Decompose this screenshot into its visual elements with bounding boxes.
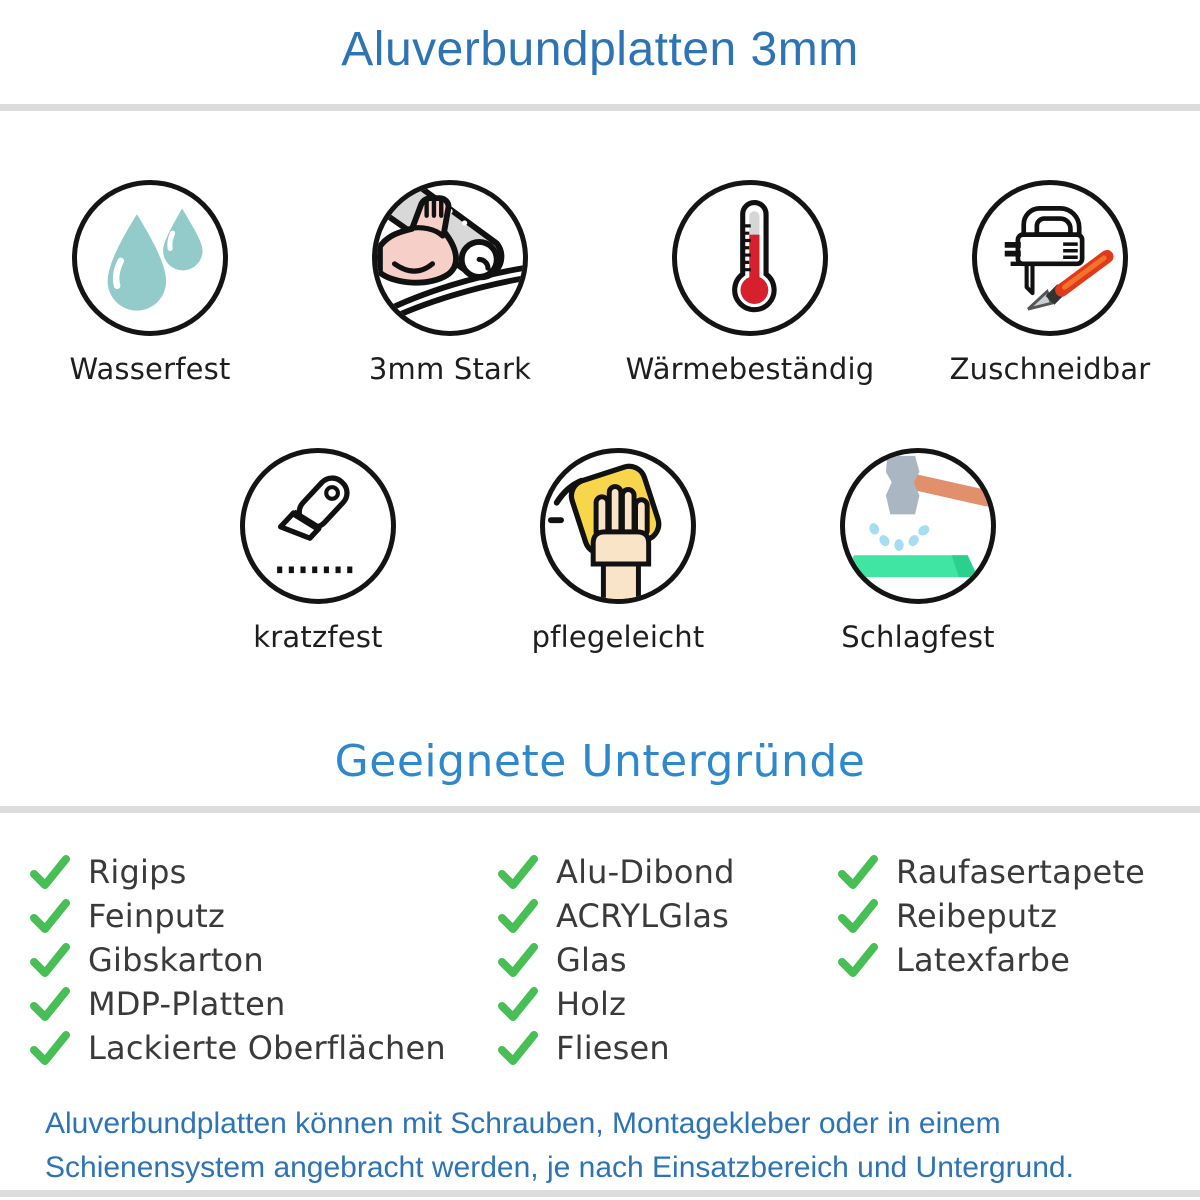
feature-schlagfest bbox=[768, 448, 1068, 654]
substrate-label: Feinputz bbox=[88, 897, 226, 935]
mounting-note bbox=[45, 1102, 1170, 1190]
substrate-label: Fliesen bbox=[556, 1029, 670, 1067]
feature-waermebestaendig bbox=[600, 180, 900, 386]
muscle-arm-panel-icon bbox=[372, 180, 528, 336]
section-divider bbox=[0, 806, 1200, 813]
checkmark-icon bbox=[30, 943, 70, 977]
substrate-label: Holz bbox=[556, 985, 627, 1023]
checkmark-icon bbox=[30, 987, 70, 1021]
water-drops-icon bbox=[72, 180, 228, 336]
list-item bbox=[30, 938, 498, 982]
checkmark-icon bbox=[498, 943, 538, 977]
substrate-label: Raufasertapete bbox=[896, 853, 1146, 891]
feature-label: Schlagfest bbox=[841, 620, 995, 654]
hammer-impact-icon bbox=[840, 448, 996, 604]
thermometer-icon bbox=[672, 180, 828, 336]
mounting-note-line2: Schienensystem angebracht werden, je nach Einsatzbereich und Untergrund. bbox=[45, 1151, 1074, 1184]
substrate-label: Alu-Dibond bbox=[556, 853, 735, 891]
checkmark-icon bbox=[838, 943, 878, 977]
list-item bbox=[498, 938, 838, 982]
jigsaw-cutter-icon bbox=[972, 180, 1128, 336]
checkmark-icon bbox=[498, 987, 538, 1021]
feature-wasserfest bbox=[0, 180, 300, 386]
feature-label: Zuschneidbar bbox=[949, 352, 1151, 386]
substrate-label: Lackierte Oberflächen bbox=[88, 1029, 446, 1067]
list-item bbox=[498, 1026, 838, 1070]
substrate-label: Glas bbox=[556, 941, 627, 979]
list-item bbox=[30, 1026, 498, 1070]
list-item bbox=[498, 894, 838, 938]
utility-knife-icon bbox=[240, 448, 396, 604]
section-divider bbox=[0, 104, 1200, 111]
feature-label: kratzfest bbox=[253, 620, 383, 654]
list-item bbox=[498, 850, 838, 894]
substrates-list bbox=[30, 850, 1200, 1070]
list-item bbox=[838, 850, 1200, 894]
substrates-column-3 bbox=[838, 850, 1200, 982]
checkmark-icon bbox=[30, 855, 70, 889]
substrate-label: ACRYLGlas bbox=[556, 897, 730, 935]
feature-3mm-stark bbox=[300, 180, 600, 386]
checkmark-icon bbox=[498, 899, 538, 933]
substrate-label: MDP-Platten bbox=[88, 985, 286, 1023]
feature-pflegeleicht bbox=[468, 448, 768, 654]
list-item bbox=[30, 982, 498, 1026]
checkmark-icon bbox=[838, 855, 878, 889]
feature-kratzfest bbox=[168, 448, 468, 654]
section-title-untergruende: Geeignete Untergründe bbox=[334, 736, 866, 787]
page-title: Aluverbundplatten 3mm bbox=[341, 23, 859, 76]
substrate-label: Reibeputz bbox=[896, 897, 1058, 935]
list-item bbox=[838, 938, 1200, 982]
checkmark-icon bbox=[498, 855, 538, 889]
list-item bbox=[30, 894, 498, 938]
mounting-note-line1: Aluverbundplatten können mit Schrauben, Montagekleber oder in einem bbox=[45, 1107, 1001, 1140]
list-item bbox=[498, 982, 838, 1026]
feature-label: Wasserfest bbox=[69, 352, 231, 386]
checkmark-icon bbox=[30, 899, 70, 933]
feature-zuschneidbar bbox=[900, 180, 1200, 386]
substrates-column-1 bbox=[30, 850, 498, 1070]
feature-label: 3mm Stark bbox=[368, 352, 532, 386]
list-item bbox=[838, 894, 1200, 938]
substrate-label: Gibskarton bbox=[88, 941, 264, 979]
feature-label: pflegeleicht bbox=[531, 620, 705, 654]
cleaning-hand-cloth-icon bbox=[540, 448, 696, 604]
checkmark-icon bbox=[838, 899, 878, 933]
features-row-2 bbox=[0, 448, 1200, 654]
substrate-label: Rigips bbox=[88, 853, 187, 891]
substrates-column-2 bbox=[498, 850, 838, 1070]
feature-label: Wärmebeständig bbox=[625, 352, 875, 386]
section-divider bbox=[0, 1190, 1200, 1197]
checkmark-icon bbox=[498, 1031, 538, 1065]
substrate-label: Latexfarbe bbox=[896, 941, 1071, 979]
list-item bbox=[30, 850, 498, 894]
checkmark-icon bbox=[30, 1031, 70, 1065]
features-row-1 bbox=[0, 180, 1200, 386]
